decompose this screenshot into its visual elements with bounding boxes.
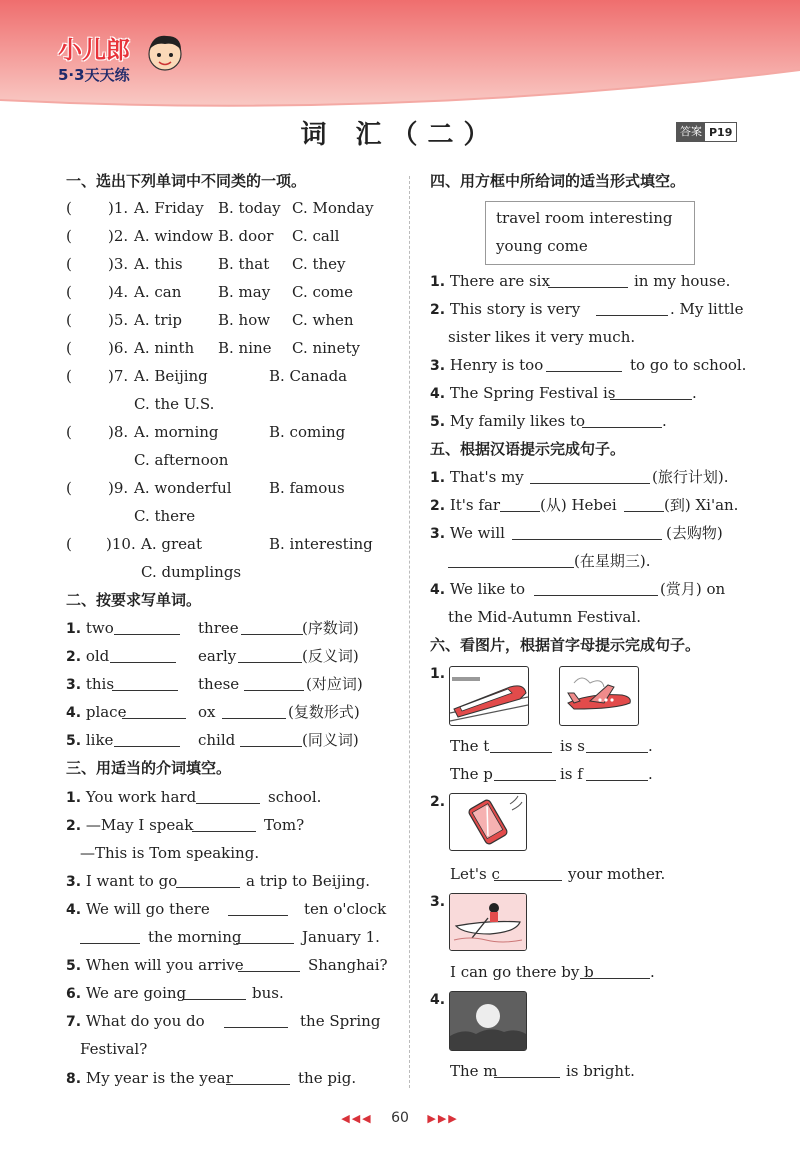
page-number: 60 xyxy=(391,1110,409,1126)
answer-page-tag xyxy=(676,122,737,142)
train-picture xyxy=(449,666,529,726)
part2-q5: 5. like child (同义词) xyxy=(66,731,359,749)
part6-q1-sentence2: The p is f . xyxy=(450,765,653,783)
part6-heading: 六、看图片，根据首字母提示完成句子。 xyxy=(430,636,701,654)
brand-logo-subtitle: 5·3天天练 xyxy=(58,66,130,84)
answer-label: 答案 xyxy=(677,123,705,141)
phone-picture xyxy=(449,793,527,851)
part3-q3: 3. I want to go a trip to Beijing. xyxy=(66,872,371,890)
mobile-phone-icon xyxy=(450,794,526,850)
part5-q4: 4. We like to (赏月) on the Mid-Autumn Festival. xyxy=(430,580,726,626)
part6-q2-sentence: Let's c your mother. xyxy=(450,865,666,883)
page-title: 词 汇（二） xyxy=(300,120,500,150)
boat-picture xyxy=(449,893,527,951)
part3-q5: 5. When will you arrive Shanghai? xyxy=(66,956,388,974)
right-arrows-icon: ▶▶▶ xyxy=(427,1112,459,1125)
airplane-icon xyxy=(560,667,638,725)
full-moon-icon xyxy=(450,992,526,1050)
part3-q7: 7. What do you do the Spring Festival? xyxy=(66,1012,381,1058)
mascot-boy-icon xyxy=(145,30,185,76)
column-divider xyxy=(409,176,410,1088)
brand-logo-title: 小儿郎 xyxy=(58,36,130,64)
part3-heading: 三、用适当的介词填空。 xyxy=(66,759,232,777)
part2-q3: 3. this these (对应词) xyxy=(66,675,363,693)
part6-q4-number: 4. xyxy=(430,992,446,1008)
word-bank-row1: travel room interesting xyxy=(496,209,673,227)
high-speed-train-icon xyxy=(450,667,528,725)
part2-q1: 1. two three (序数词) xyxy=(66,619,359,637)
part3-q8: 8. My year is the year the pig. xyxy=(66,1069,357,1087)
part6-q1-number: 1. xyxy=(430,666,446,682)
part4-heading: 四、用方框中所给词的适当形式填空。 xyxy=(430,172,686,190)
part5-q2: 2. It's far (从) Hebei (到) Xi'an. xyxy=(430,496,739,514)
part2-q4: 4. place ox (复数形式) xyxy=(66,703,360,721)
part5-heading: 五、根据汉语提示完成句子。 xyxy=(430,440,626,458)
part6-q2-number: 2. xyxy=(430,794,446,810)
part5-q1: 1. That's my (旅行计划). xyxy=(430,468,729,486)
boat-icon xyxy=(450,894,526,950)
part2-heading: 二、按要求写单词。 xyxy=(66,591,202,609)
part4-q2: 2. This story is very . My little sister likes it very much. xyxy=(430,300,744,346)
part4-q3: 3. Henry is too to go to school. xyxy=(430,356,747,374)
moon-picture xyxy=(449,991,527,1051)
plane-picture xyxy=(559,666,639,726)
left-arrows-icon: ◀◀◀ xyxy=(341,1112,373,1125)
part2-q2: 2. old early (反义词) xyxy=(66,647,359,665)
part6-q3-number: 3. xyxy=(430,894,446,910)
page-footer xyxy=(0,1110,800,1126)
word-bank-box xyxy=(485,201,695,265)
part4-q1: 1. There are six in my house. xyxy=(430,272,731,290)
part6-q1-sentence1: The t is s . xyxy=(450,737,653,755)
part1-heading: 一、选出下列单词中不同类的一项。 xyxy=(66,172,307,190)
part3-q6: 6. We are going bus. xyxy=(66,984,284,1002)
part6-q3-sentence: I can go there by b . xyxy=(450,963,655,981)
part4-q5: 5. My family likes to . xyxy=(430,412,667,430)
answer-page: P19 xyxy=(709,125,733,139)
part6-q4-sentence: The m is bright. xyxy=(450,1062,635,1080)
part5-q3: 3. We will (去购物) (在星期三). xyxy=(430,524,723,570)
part3-q2: 2. —May I speak Tom? —This is Tom speaking. xyxy=(66,816,305,862)
part4-q4: 4. The Spring Festival is . xyxy=(430,384,697,402)
part3-q1: 1. You work hard school. xyxy=(66,788,322,806)
part3-q4: 4. We will go there ten o'clock the morning January 1. xyxy=(66,900,387,946)
page-header xyxy=(0,0,800,112)
word-bank-row2: young come xyxy=(496,237,588,255)
